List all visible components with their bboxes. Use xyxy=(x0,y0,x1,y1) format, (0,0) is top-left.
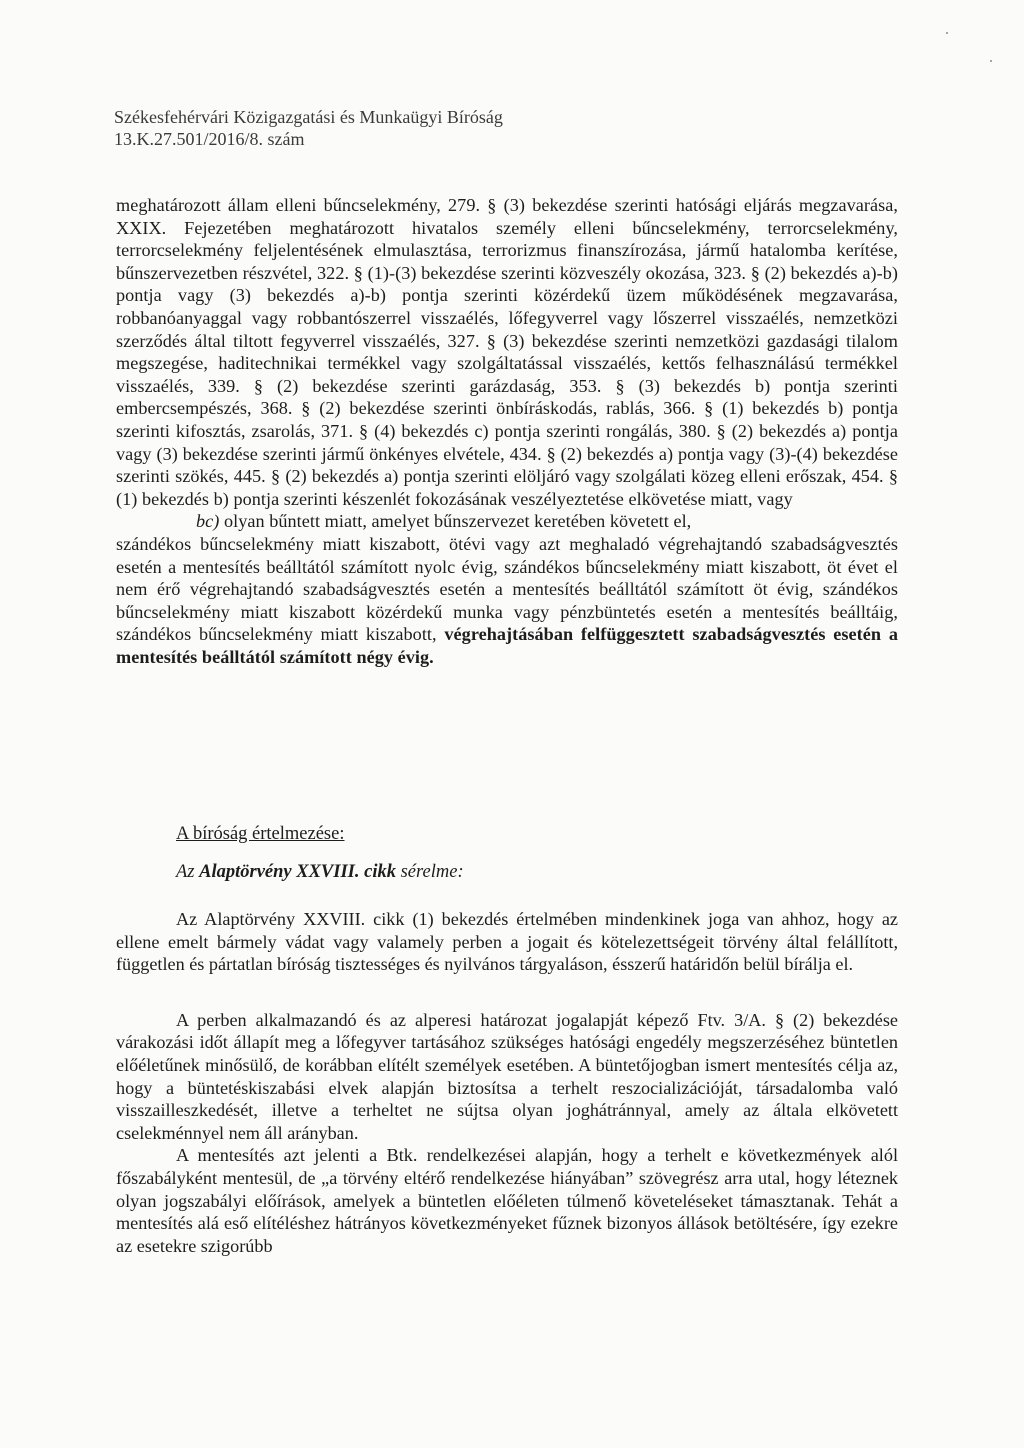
heading-article-prefix: Az xyxy=(176,862,200,882)
paragraph-bc xyxy=(116,510,898,533)
scan-speck xyxy=(946,32,948,34)
scan-speck xyxy=(990,60,992,62)
paragraph-gap xyxy=(116,976,898,1009)
paragraph-fair-trial: Az Alaptörvény XXVIII. cikk (1) bekezdés értelmében mindenkinek joga van ahhoz, hogy az ellene emelt bármely vádat vagy valamely perben a jogait és kötelezettségeit törvény által felállított, független és pártatlan bíróság tisztességes és nyilvános tárgyaláson, ésszerű határidőn belül bírálja el. xyxy=(116,909,898,975)
bc-text: olyan bűntett miatt, amelyet bűnszervezet keretében követett el, xyxy=(219,511,692,532)
paragraph-offence-list: meghatározott állam elleni bűncselekmény, 279. § (3) bekezdése szerinti hatósági eljárás megzavarása, XXIX. Fejezetében meghatározott hivatalos személy elleni bűncselekmény, terrorcselekmény, terrorcselekmény feljelentésének elmulasztása, terrorizmus finanszírozása, jármű hatalomba kerítése, bűnszervezetben részvétel, 322. § (1)-(3) bekezdése szerinti közveszély okozása, 323. § (2) bekezdés a)-b) pontja vagy (3) bekezdés a)-b) pontja szerinti közérdekű üzem működésének megzavarása, robbanóanyaggal vagy robbantószerrel visszaélés, lőfegyverrel vagy lőszerrel visszaélés, nemzetközi szerződés által tiltott fegyverrel visszaélés, 327. § (3) bekezdése szerinti nemzetközi gazdasági tilalom megszegése, haditechnikai termékkel vagy szolgáltatással visszaélés, kettős felhasználású termékkel visszaélés, 339. § (2) bekezdése szerinti garázdaság, 353. § (3) bekezdés b) pontja szerinti embercsempészés, 368. § (2) bekezdése szerinti önbíráskodás, rablás, 366. § (1) bekezdés b) pontja szerinti kifosztás, zsarolás, 371. § (4) bekezdés c) pontja szerinti rongálás, 380. § (2) bekezdés a) pontja vagy (3) bekezdése szerinti jármű önkényes elvétele, 434. § (2) bekezdés a) pontja vagy (3)-(4) bekezdése szerinti szökés, 445. § (2) bekezdés a) pontja szerinti elöljáró vagy szolgálati közeg elleni erőszak, 454. § (1) bekezdés b) pontja szerinti készenlét fokozásának veszélyeztetése elkövetése miatt, vagy xyxy=(116,195,898,509)
court-name: Székesfehérvári Közigazgatási és Munkaügyi Bíróság xyxy=(114,107,503,127)
heading-article-violation xyxy=(176,862,464,883)
paragraph-waiting-periods xyxy=(116,533,898,669)
section-2 xyxy=(116,908,898,1257)
paragraph-mentesites: A mentesítés azt jelenti a Btk. rendelkezései alapján, hogy a terhelt e következmények alól főszabályként mentesül, de „a törvény eltérő rendelkezése hiányában” szövegrész arra utal, hogy léteznek olyan jogszabályi előírások, amelyek a büntetlen előéleten túlmenő követeléseket támasztanak. Tehát a mentesítés alá eső elítéléshez hátrányos következményeket fűznek bizonyos állások betöltésére, így ezekre az esetekre szigorúbb xyxy=(116,1145,898,1256)
heading-court-interpretation: A bíróság értelmezése: xyxy=(176,824,345,844)
waiting-periods-text: szándékos bűncselekmény miatt kiszabott, ötévi vagy azt meghaladó végrehajtandó szabadságvesztés esetén a mentesítés beálltától számított nyolc évig, szándékos bűncselekmény miatt kiszabott, öt évet el nem érő végrehajtandó szabadságvesztés esetén a mentesítés beálltától számított öt évig, szándékos bűncselekmény miatt kiszabott közérdekű munka vagy pénzbüntetés esetén a mentesítés beálltáig, szándékos bűncselekmény miatt kiszabott, xyxy=(116,533,898,645)
waiting-periods-bold: végrehajtásában felfüggesztett szabadságvesztés esetén a mentesítés beálltától számított négy évig. xyxy=(116,624,898,667)
heading-article-bold: Alaptörvény XXVIII. cikk xyxy=(199,862,396,882)
bc-label: bc) xyxy=(196,511,220,532)
section-1 xyxy=(116,194,898,668)
document-header xyxy=(114,106,503,150)
heading-article-suffix: sérelme: xyxy=(395,862,464,882)
case-number: 13.K.27.501/2016/8. szám xyxy=(114,129,305,149)
paragraph-ftv: A perben alkalmazandó és az alperesi határozat jogalapját képező Ftv. 3/A. § (2) bekezdése várakozási időt állapít meg a lőfegyver tartásához szükséges hatósági engedély megszerzéséhez büntetlen előéletűnek minősülő, de korábban elítélt személyek esetében. A büntetőjogban ismert mentesítés célja az, hogy a büntetéskiszabási elvek alapján biztosítsa a terhelt reszocializációját, társadalomba való visszailleszkedését, illetve a terheltet ne sújtsa olyan joghátránnyal, amely az általa elkövetett cselekménnyel nem áll arányban. xyxy=(116,1009,898,1143)
